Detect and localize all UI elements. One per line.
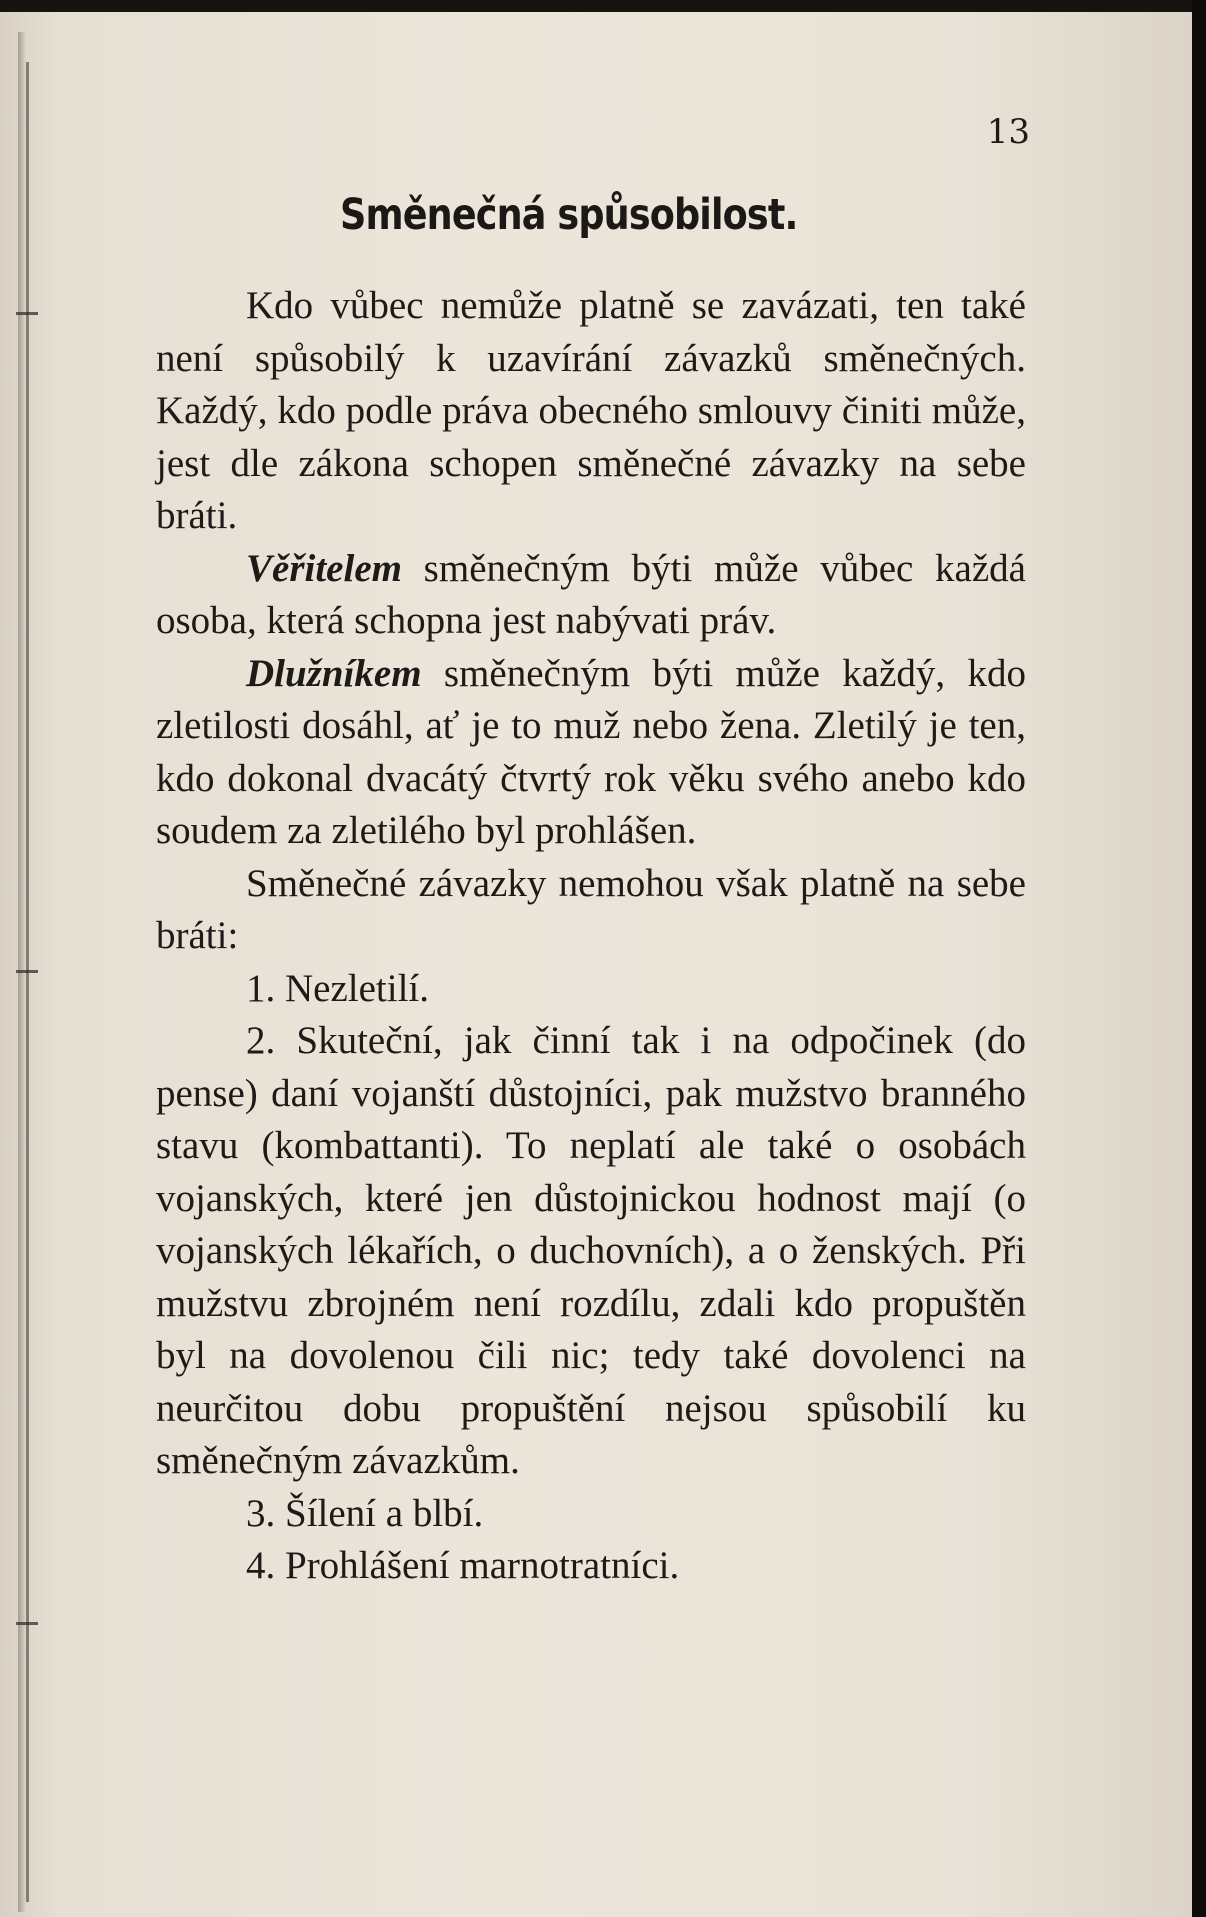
- section-heading: Směnečná spůsobilost.: [340, 190, 798, 240]
- emphasized-term: Věřitelem: [246, 546, 402, 590]
- list-item-text: 4. Prohlášení marnotratníci.: [246, 1544, 680, 1587]
- paragraph-text: směnečným býti může každý, kdo zletilosti dosáhl, ať je to muž nebo žena. Zletilý je ten, kdo dokonal dvacátý čtvrtý rok věku svého anebo kdo soudem za zletilého byl prohlášen.: [156, 651, 1026, 852]
- paper-sheet: [0, 12, 1192, 1917]
- emphasized-term: Dlužníkem: [246, 651, 422, 695]
- scan-border: [1192, 0, 1206, 1917]
- paragraph-text: Kdo vůbec nemůže platně se zavázati, ten také není spůsobilý k uzavírání závazků směnečných. Každý, kdo podle práva obecného smlouvy činiti může, jest dle zákona schopen směnečné závazky na sebe bráti.: [156, 284, 1026, 537]
- binding-thread-mark: [16, 312, 38, 315]
- list-item: [156, 1540, 1026, 1593]
- paragraph: [156, 858, 1026, 963]
- body-text: [156, 280, 1026, 1593]
- paragraph: [156, 280, 1026, 543]
- list-item: [156, 1015, 1026, 1488]
- list-item: [156, 1488, 1026, 1541]
- list-item-text: 1. Nezletilí.: [246, 966, 430, 1010]
- binding-thread-mark: [16, 1622, 38, 1625]
- page-number: 13: [986, 112, 1030, 152]
- paragraph-text: Směnečné závazky nemohou však platně na sebe bráti:: [156, 861, 1026, 957]
- paragraph-text: směnečným býti může vůbec každá osoba, která schopna jest nabývati práv.: [156, 546, 1026, 642]
- binding-thread-mark: [16, 970, 38, 973]
- paragraph: [156, 543, 1026, 648]
- list-item: [156, 963, 1026, 1016]
- list-item-text: 3. Šílení a blbí.: [246, 1491, 484, 1535]
- list-item-text: 2. Skuteční, jak činní tak i na odpočinek (do pense) daní vojanští důstojníci, pak mužstvo branného stavu (kombattanti). To neplatí ale také o osobách vojanských, které jen důstojnickou hodnost mají (o vojanských lékařích, o duchovních), a o ženských. Při mužstvu zbrojném není rozdílu, zdali kdo propuštěn byl na dovolenou čili nic; tedy také dovolenci na neurčitou dobu propuštění nejsou spůsobilí ku směnečným závazkům.: [156, 1019, 1026, 1482]
- paragraph: [156, 648, 1026, 858]
- binding-thread-line: [26, 62, 29, 1902]
